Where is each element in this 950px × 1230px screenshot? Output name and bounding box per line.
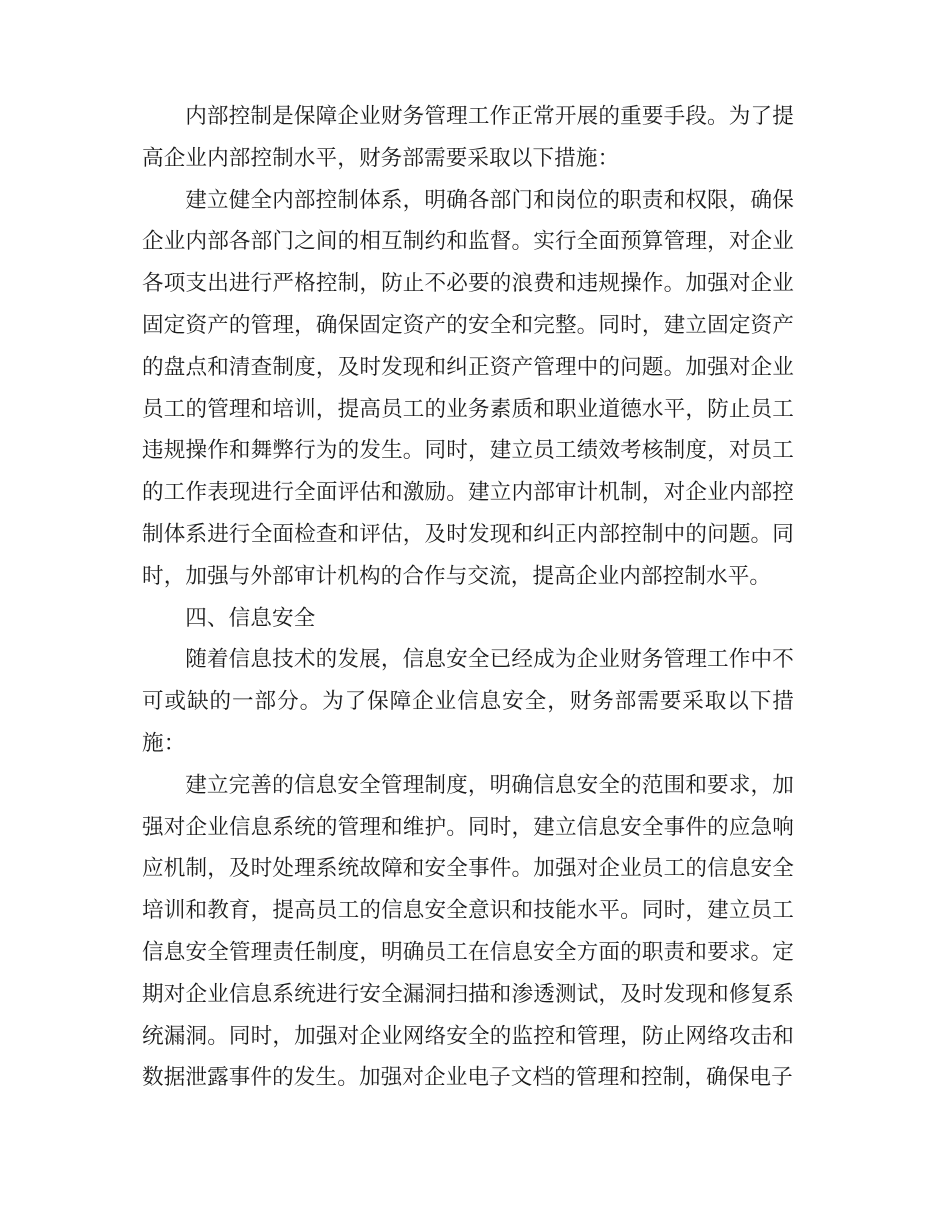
paragraph-information-security-intro: 随着信息技术的发展，信息安全已经成为企业财务管理工作中不可或缺的一部分。为了保障企业信息安全，财务部需要采取以下措施： — [142, 647, 794, 756]
paragraph-internal-control-measures: 建立健全内部控制体系，明确各部门和岗位的职责和权限，确保企业内部各部门之间的相互制约和监督。实行全面预算管理，对企业各项支出进行严格控制，防止不必要的浪费和违规操作。加强对企业固定资产的管理，确保固定资产的安全和完整。同时，建立固定资产的盘点和清查制度，及时发现和纠正资产管理中的问题。加强对企业员工的管理和培训，提高员工的业务素质和职业道德水平，防止员工违规操作和舞弊行为的发生。同时，建立员工绩效考核制度，对员工的工作表现进行全面评估和激励。建立内部审计机制，对企业内部控制体系进行全面检查和评估，及时发现和纠正内部控制中的问题。同时，加强与外部审计机构的合作与交流，提高企业内部控制水平。 — [142, 187, 794, 589]
paragraph-information-security-measures: 建立完善的信息安全管理制度，明确信息安全的范围和要求，加强对企业信息系统的管理和维护。同时，建立信息安全事件的应急响应机制，及时处理系统故障和安全事件。加强对企业员工的信息安全培训和教育，提高员工的信息安全意识和技能水平。同时，建立员工信息安全管理责任制度，明确员工在信息安全方面的职责和要求。定期对企业信息系统进行安全漏洞扫描和渗透测试，及时发现和修复系统漏洞。同时，加强对企业网络安全的监控和管理，防止网络攻击和数据泄露事件的发生。加强对企业电子文档的管理和控制，确保电子 — [142, 772, 794, 1091]
paragraph-internal-control-intro: 内部控制是保障企业财务管理工作正常开展的重要手段。为了提高企业内部控制水平，财务部需要采取以下措施： — [142, 104, 794, 171]
document-page — [142, 96, 794, 1099]
section-heading-information-security: 四、信息安全 — [185, 605, 316, 631]
